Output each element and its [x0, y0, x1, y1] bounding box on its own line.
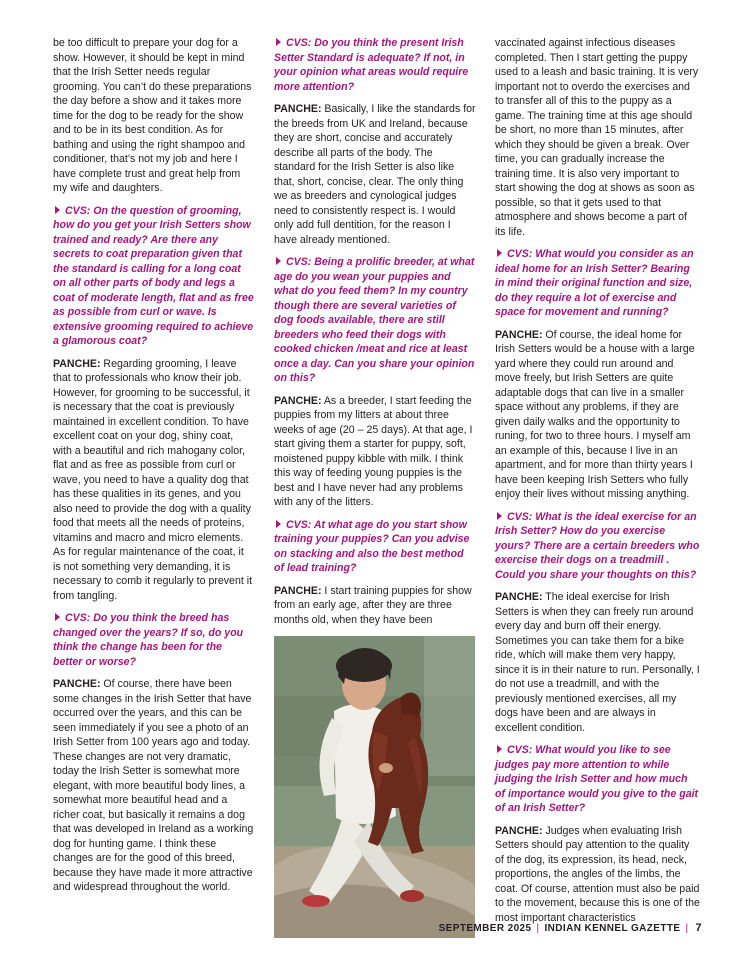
interview-question — [53, 611, 254, 669]
answer-text: I start training puppies for show from an early age, after they are three months old, when they have been — [274, 584, 472, 626]
triangle-bullet-icon — [497, 249, 502, 257]
triangle-bullet-icon — [276, 38, 281, 46]
question-text: CVS: What would you like to see judges pay more attention to while judging the Irish Setter and how much of importance would you give to the gait of an Irish Setter? — [495, 744, 699, 814]
page-footer — [439, 922, 702, 934]
interview-answer — [274, 584, 476, 628]
question-text: CVS: On the question of grooming, how do you get your Irish Setters show trained and ready? Are there any secrets to coat preparation given that the standard is calling for a long coat on all other parts of body and legs a coat of moderate length, flat and as free as possible from curl or wave. Is extensive grooming required to achieve a glamorous coat? — [53, 204, 254, 347]
interview-question — [495, 510, 700, 583]
speaker-label: PANCHE: — [495, 824, 543, 837]
speaker-label: PANCHE: — [274, 584, 322, 597]
triangle-bullet-icon — [55, 613, 60, 621]
interview-question — [495, 743, 700, 816]
answer-text: The ideal exercise for Irish Setters is when they can freely run around every day and burn off their energy. Sometimes you can take them for a bike ride, which will make them very happy, since it is in their nature to run. Personally, I do not use a treadmill, and with the previously mentioned exercises, all my dogs have been and are always in excellent condition. — [495, 591, 700, 734]
interview-answer — [495, 590, 700, 735]
interview-question — [274, 36, 476, 94]
answer-text: Of course, there have been some changes in the Irish Setter that have occurred over the years, and this can be seen immediately if you see a photo of an Irish Setter from 100 years ago and today. These changes are not very dramatic, today the Irish Setter is somewhat more elegant, with more beautiful body lines, a somewhat more beautiful head and a richer coat, but basically it remains a dog that was developed in Ireland as a working dog for hunting game. I think these changes are for the good of this breed, because they have made it more attractive and widespread throughout the world. — [53, 678, 254, 893]
interview-answer — [53, 677, 254, 895]
answer-text: Judges when evaluating Irish Setters should pay attention to the quality of the dog, its expression, its head, neck, proportions, the angles of the limbs, the coat. Of course, attention must also be paid to the movement, because this is one of the most important characteristics — [495, 824, 700, 924]
triangle-bullet-icon — [497, 745, 502, 753]
page-number: 7 — [695, 922, 702, 934]
interview-question — [274, 518, 476, 576]
triangle-bullet-icon — [276, 257, 281, 265]
photo-man-with-irish-setter — [274, 636, 475, 938]
footer-separator: | — [685, 923, 689, 934]
question-text: CVS: Do you think the breed has changed over the years? If so, do you think the change has been for the better or worse? — [53, 612, 244, 668]
speaker-label: PANCHE: — [53, 678, 101, 690]
interview-answer — [274, 102, 476, 247]
article-column-3 — [495, 36, 700, 933]
interview-answer — [53, 357, 254, 604]
question-text: CVS: What is the ideal exercise for an Irish Setter? How do you exercise yours? There are a certain breeders who exercise their dogs on a treadmill . Could you share your thoughts on this? — [495, 510, 700, 581]
paragraph: vaccinated against infectious diseases completed. Then I start getting the puppy used to a leash and basic training. It is very important not to overdo the exercises and to transfer all of this to the puppy as a game. The training time at this age should be short, no more than 15 minutes, after which they should be given a break. Over time, you can gradually increase the training time. It is also very important to start showing the dog at shows as soon as possible, so that it gets used to that atmosphere and shows become a part of its life. — [495, 37, 699, 238]
article-column-1 — [53, 36, 254, 903]
footer-separator: | — [536, 923, 540, 934]
question-text: CVS: Being a prolific breeder, at what age do you wean your puppies and what do you feed them? In my country though there are several varieties of dog foods available, there are still breeders who feed their dogs with cooked chicken /meat and rice at least once a day. Can you share your opinion on this? — [274, 256, 475, 384]
question-text: CVS: At what age do you start show training your puppies? Can you advise on stacking and also the best method of lead training? — [274, 518, 470, 574]
answer-text: Regarding grooming, I leave that to professionals who know their job. However, for grooming to be successful, it is necessary that the coat is previously maintained in excellent condition. To have excellent coat on your dog, shiny coat, with a beautiful and rich mahogany color, flat and as free as possible from curl or wave, you need to have a quality dog that has these qualities in its genes, and you also need to provide the dog with a quality food that meets all the needs of proteins, vitamins and macro and micro elements. As for regular maintenance of the coat, it is not something very demanding, it is necessary to comb it regularly to prevent it from tangling. — [53, 357, 253, 602]
interview-question — [495, 247, 700, 320]
interview-answer — [495, 824, 700, 926]
footer-magazine-name: INDIAN KENNEL GAZETTE — [544, 923, 681, 934]
triangle-bullet-icon — [497, 512, 502, 520]
speaker-label: PANCHE: — [495, 328, 543, 341]
speaker-label: PANCHE: — [53, 357, 101, 370]
interview-question — [274, 255, 476, 386]
answer-text: As a breeder, I start feeding the puppies from my litters at about three weeks of age (20 – 25 days). At that age, I start giving them a starter for puppy, soft, moistened puppy kibble with milk. I think this way of feeding young puppies is the best and I have never had any problems with any of the litters. — [274, 394, 473, 508]
paragraph: be too difficult to prepare your dog for a show. However, it should be kept in mind that the Irish Setter needs regular grooming. You can’t do these preparations the day before a show and it takes more time for the dog to be ready for the show and to be in its best condition. As for bathing and using the right shampoo and conditioner, that’s not my job and here I have complete trust and great help from my wife and daughters. — [53, 37, 252, 194]
footer-issue-date: SEPTEMBER 2025 — [438, 923, 532, 934]
answer-text: Of course, the ideal home for Irish Setters would be a house with a large yard where they could run around and move freely, but Irish Setters are quite adaptable dogs that can live in a smaller space without any problems, if they are given daily walks and the opportunity to runing, for two to three hours. I myself am an example of this, because I live in an apartment, and for more than thirty years I have been keeping Irish Setters who fully enjoy their lives without missing anything. — [495, 328, 695, 500]
interview-answer — [274, 394, 476, 510]
speaker-label: PANCHE: — [274, 394, 322, 407]
interview-answer — [495, 328, 700, 502]
answer-text: Basically, I like the standards for the breeds from UK and Ireland, because they are short, concise and accurately describe all parts of the body. The standard for the Irish Setter is also like that, short, concise, clear. The only thing we as breeders and cynological judges need to consistently respect is. I would only add full dentition, for the reason I have already mentioned. — [274, 103, 476, 246]
triangle-bullet-icon — [276, 520, 281, 528]
question-text: CVS: Do you think the present Irish Setter Standard is adequate? If not, in your opinion what areas would require more attention? — [274, 37, 469, 93]
interview-question — [53, 204, 254, 349]
speaker-label: PANCHE: — [274, 103, 322, 115]
article-column-2 — [274, 36, 476, 938]
question-text: CVS: What would you consider as an ideal home for an Irish Setter? Bearing in mind their original function and size, do they require a lot of exercise and space for movement and running? — [495, 248, 694, 318]
triangle-bullet-icon — [55, 206, 60, 214]
speaker-label: PANCHE: — [495, 591, 543, 603]
